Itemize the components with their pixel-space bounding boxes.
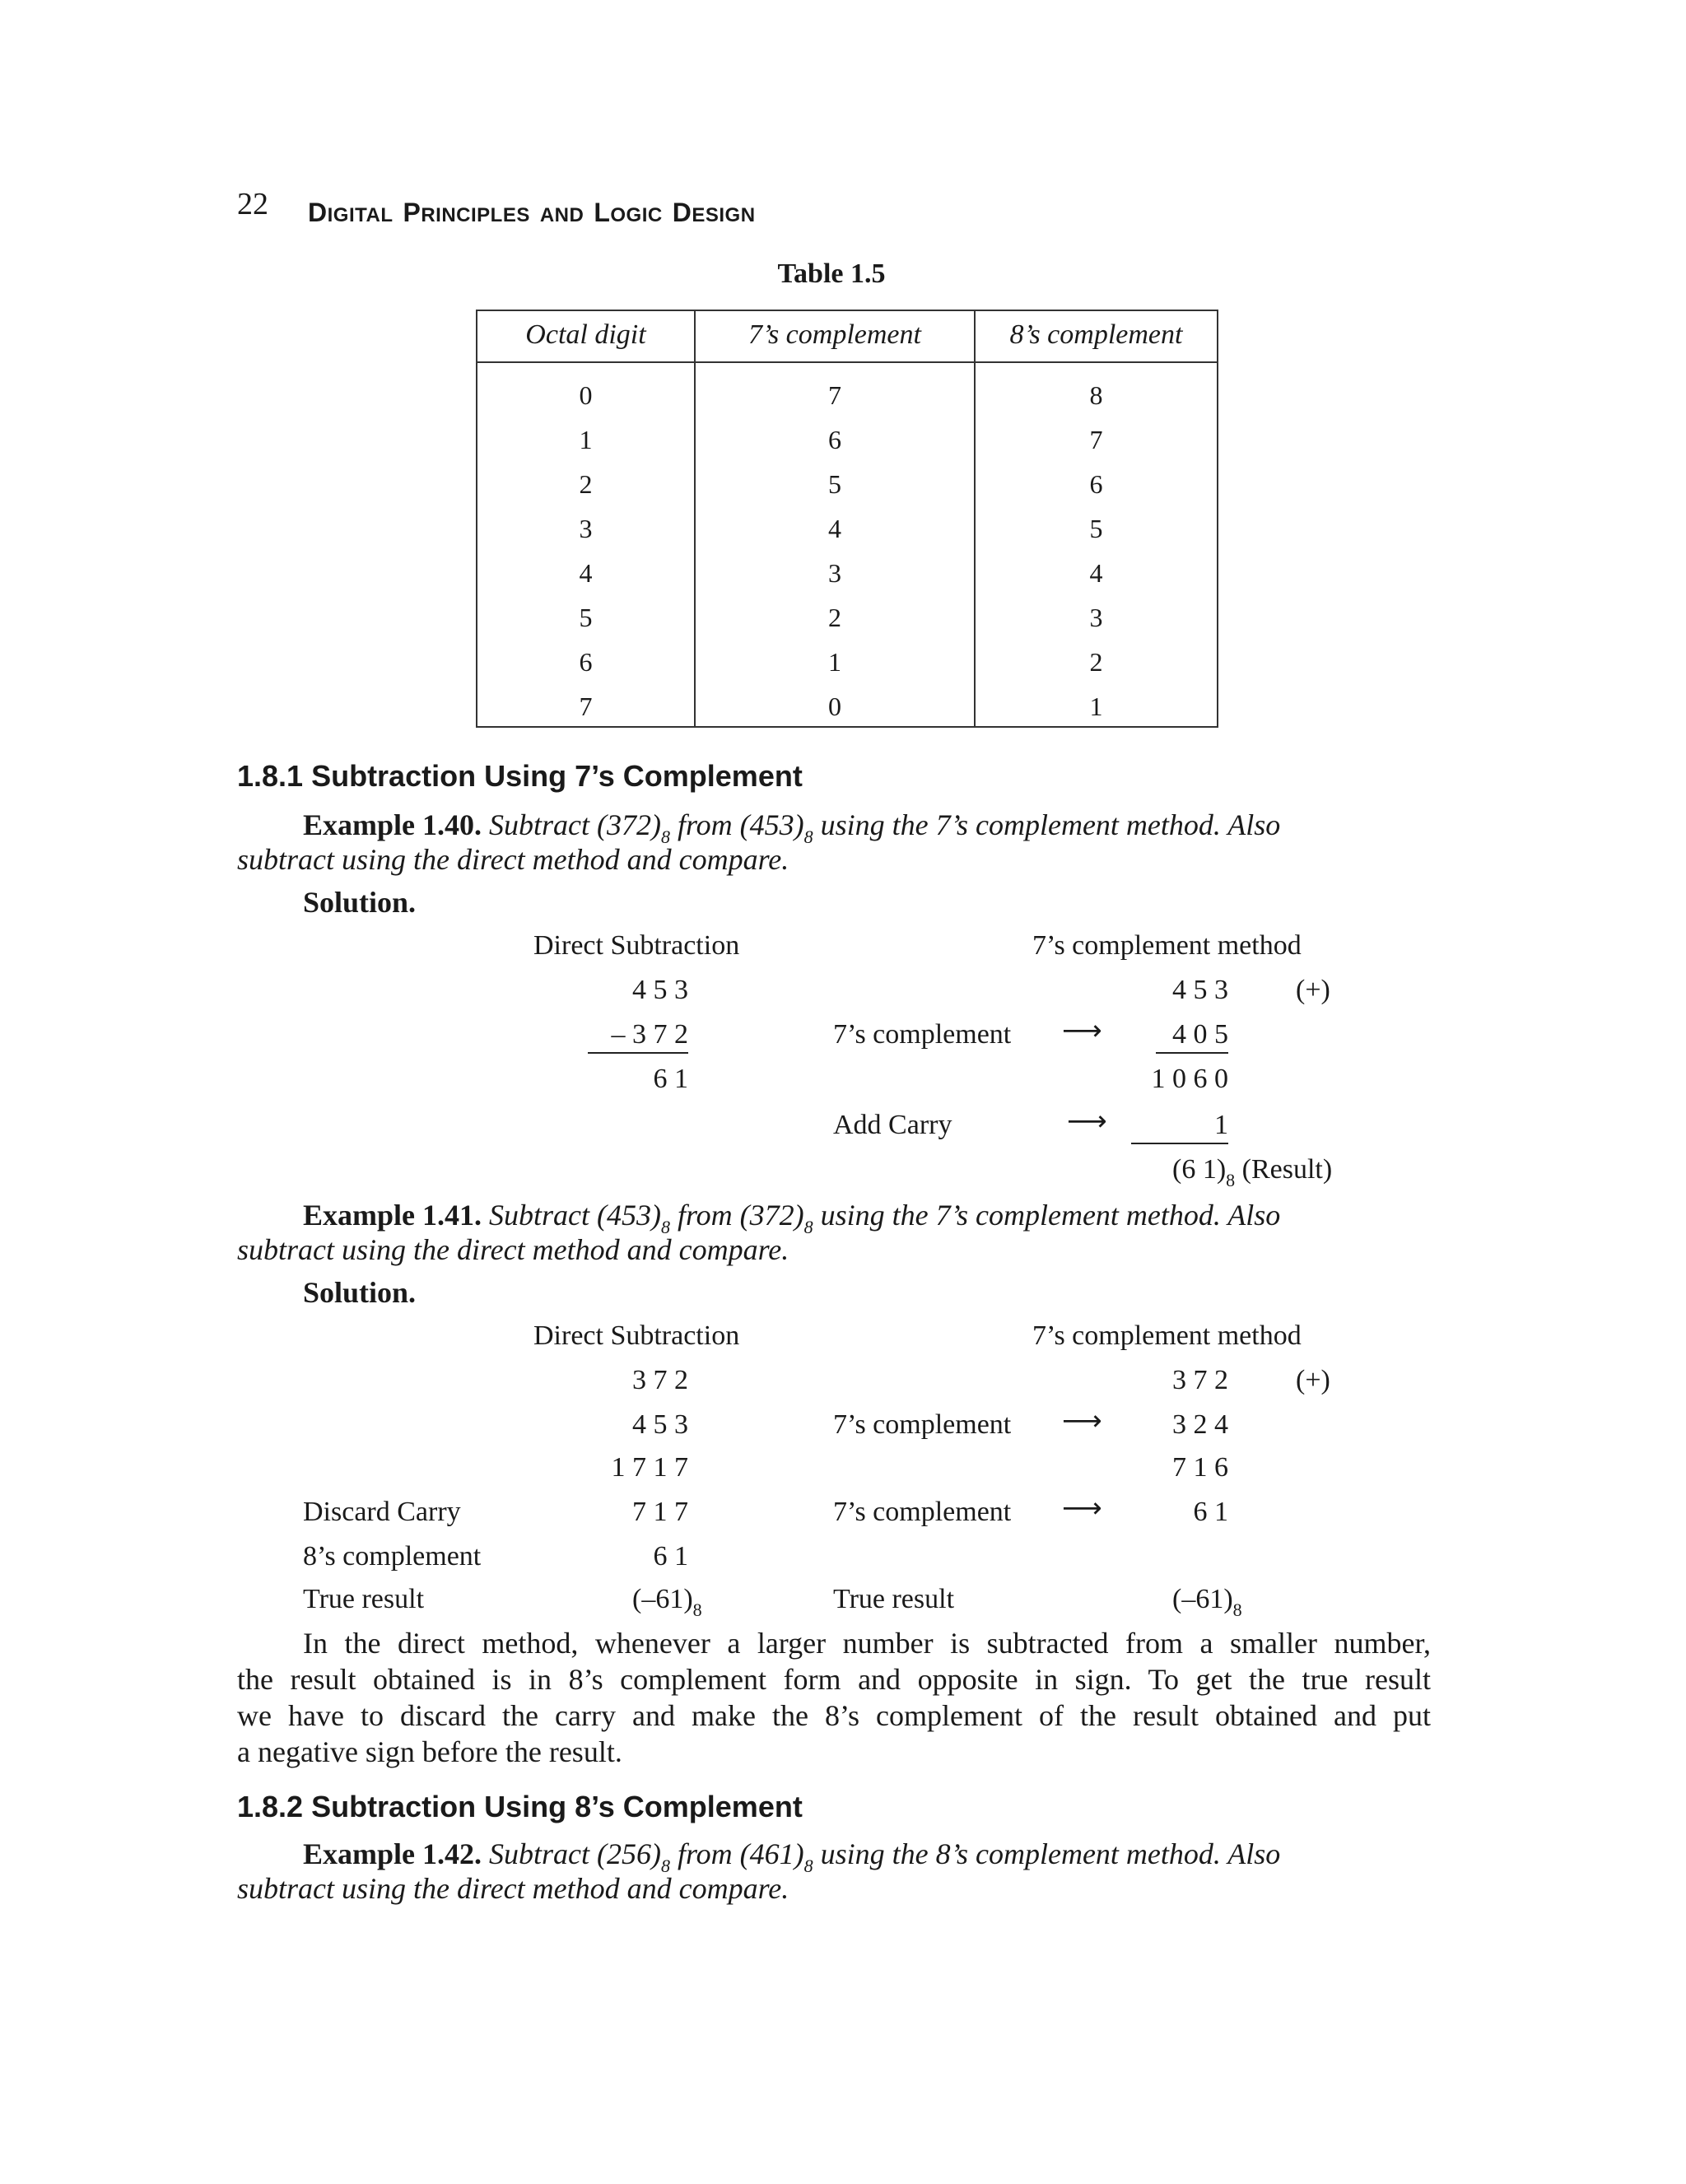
example-1-40-line1: Example 1.40. Subtract $(372)_8$ from $(453)_8$ using the 7’s complement method. Also	[303, 808, 1281, 847]
table-cell: 6	[1089, 469, 1103, 499]
direct-minuend: 4 5 3	[632, 975, 688, 1005]
table-cell: 4	[579, 558, 593, 588]
table-cell: 5	[1089, 514, 1103, 543]
running-title	[308, 198, 766, 228]
table-cell: 2	[828, 603, 841, 632]
example-1-40-line2: subtract using the direct method and compare.	[237, 843, 789, 876]
arrow-right-icon: ⟶	[1062, 1404, 1102, 1437]
direct-minuend: 3 7 2	[632, 1365, 688, 1395]
direct-subtraction-title: Direct Subtraction	[533, 1320, 740, 1351]
table-cell: 2	[1089, 647, 1103, 677]
section-heading-1-8-1: 1.8.1 Subtraction Using 7’s Complement	[237, 759, 803, 793]
table-cell: 3	[579, 514, 593, 543]
method-complement-value: 4 0 5	[1156, 1017, 1228, 1054]
table-cell: 0	[579, 380, 593, 410]
table-cell: 5	[828, 469, 841, 499]
table-cell: 4	[828, 514, 841, 543]
table-cell: 6	[579, 647, 593, 677]
method-step-label: 7’s complement	[833, 1409, 1012, 1440]
paragraph-line: we have to discard the carry and make the 8’s complement of the result obtained and put	[237, 1699, 1431, 1732]
method-complement-value: 3 2 4	[1172, 1409, 1228, 1440]
paragraph-line: the result obtained is in 8’s complement form and opposite in sign. To get the true result	[237, 1663, 1431, 1696]
paragraph-line: In the direct method, whenever a larger number is subtracted from a smaller number,	[303, 1627, 1431, 1660]
direct-raw-result: 1 7 1 7	[611, 1452, 688, 1483]
method-operator: (+)	[1296, 975, 1330, 1005]
table-cell: 7	[579, 692, 593, 721]
table-header-rule	[477, 361, 1217, 363]
true-result-label: True result	[833, 1584, 955, 1614]
method-sum: 7 1 6	[1172, 1452, 1228, 1483]
method-operator: (+)	[1296, 1365, 1330, 1395]
method-true-result: $(-61)_8$	[1172, 1584, 1242, 1620]
method-sum: 1 0 6 0	[1151, 1064, 1228, 1094]
direct-subtrahend: 4 5 3	[632, 1409, 688, 1440]
arrow-right-icon: ⟶	[1062, 1492, 1102, 1525]
solution-label: Solution.	[303, 1276, 417, 1309]
direct-true-result: $(-61)_8$	[632, 1584, 702, 1620]
table-header-8s: 8’s complement	[1009, 319, 1183, 350]
example-1-42-line1: Example 1.42. Subtract $(256)_8$ from $(461)_8$ using the 8’s complement method. Also	[303, 1837, 1281, 1876]
method-step-label: 7’s complement	[833, 1497, 1012, 1527]
example-label: Example 1.41.	[303, 1199, 482, 1232]
direct-difference: 6 1	[653, 1064, 688, 1094]
method-result: (6 $1)_8$ (Result)	[1172, 1154, 1333, 1190]
table-header-7s: 7’s complement	[748, 319, 921, 350]
table-cell: 2	[579, 469, 593, 499]
running-title-word: DIGITAL	[308, 198, 394, 227]
table-cell: 8	[1089, 380, 1103, 410]
direct-subtraction-title: Direct Subtraction	[533, 930, 740, 961]
table-cell: 6	[828, 425, 841, 454]
method-step-label: 7’s complement	[833, 1019, 1012, 1050]
table-cell: 1	[1089, 692, 1103, 721]
running-title-word: DESIGN	[672, 198, 756, 227]
method-minuend: 4 5 3	[1172, 975, 1228, 1005]
eights-complement-label: 8’s complement	[303, 1541, 482, 1572]
carry-value: 1	[1131, 1108, 1228, 1144]
octal-complement-table	[476, 310, 1218, 728]
table-cell: 3	[828, 558, 841, 588]
page-number: 22	[237, 187, 268, 221]
method-minuend: 3 7 2	[1172, 1365, 1228, 1395]
solution-label: Solution.	[303, 886, 417, 919]
table-header-octal: Octal digit	[525, 319, 646, 350]
running-title-word: AND	[539, 204, 585, 226]
true-result-label: True result	[303, 1584, 425, 1614]
example-1-41-line1: Example 1.41. Subtract $(453)_8$ from $(372)_8$ using the 7’s complement method. Also	[303, 1199, 1281, 1237]
table-cell: 0	[828, 692, 841, 721]
table-cell: 1	[579, 425, 593, 454]
discard-carry-label: Discard Carry	[303, 1497, 461, 1527]
method-final-complement: 6 1	[1193, 1497, 1228, 1527]
complement-method-title: 7’s complement method	[1032, 1320, 1302, 1351]
arrow-right-icon: ⟶	[1067, 1105, 1107, 1138]
direct-eights-complement: 6 1	[653, 1541, 688, 1572]
table-cell: 4	[1089, 558, 1103, 588]
example-label: Example 1.42.	[303, 1837, 482, 1870]
example-1-42-line2: subtract using the direct method and compare.	[237, 1872, 789, 1905]
table-cell: 5	[579, 603, 593, 632]
direct-subtrahend: – 3 7 2	[588, 1017, 688, 1054]
table-cell: 3	[1089, 603, 1103, 632]
explanation-paragraph	[237, 1625, 1431, 1770]
table-cell: 7	[828, 380, 841, 410]
example-label: Example 1.40.	[303, 808, 482, 841]
section-heading-1-8-2: 1.8.2 Subtraction Using 8’s Complement	[237, 1790, 803, 1823]
example-1-41-line2: subtract using the direct method and compare.	[237, 1233, 789, 1266]
paragraph-line: a negative sign before the result.	[237, 1735, 622, 1768]
table-caption: Table 1.5	[777, 258, 886, 289]
direct-after-discard: 7 1 7	[632, 1497, 688, 1527]
running-title-word: LOGIC	[594, 198, 663, 227]
arrow-right-icon: ⟶	[1062, 1014, 1102, 1047]
table-cell: 1	[828, 647, 841, 677]
running-title-word: PRINCIPLES	[403, 198, 530, 227]
add-carry-label: Add Carry	[833, 1110, 952, 1140]
complement-method-title: 7’s complement method	[1032, 930, 1302, 961]
table-cell: 7	[1089, 425, 1103, 454]
